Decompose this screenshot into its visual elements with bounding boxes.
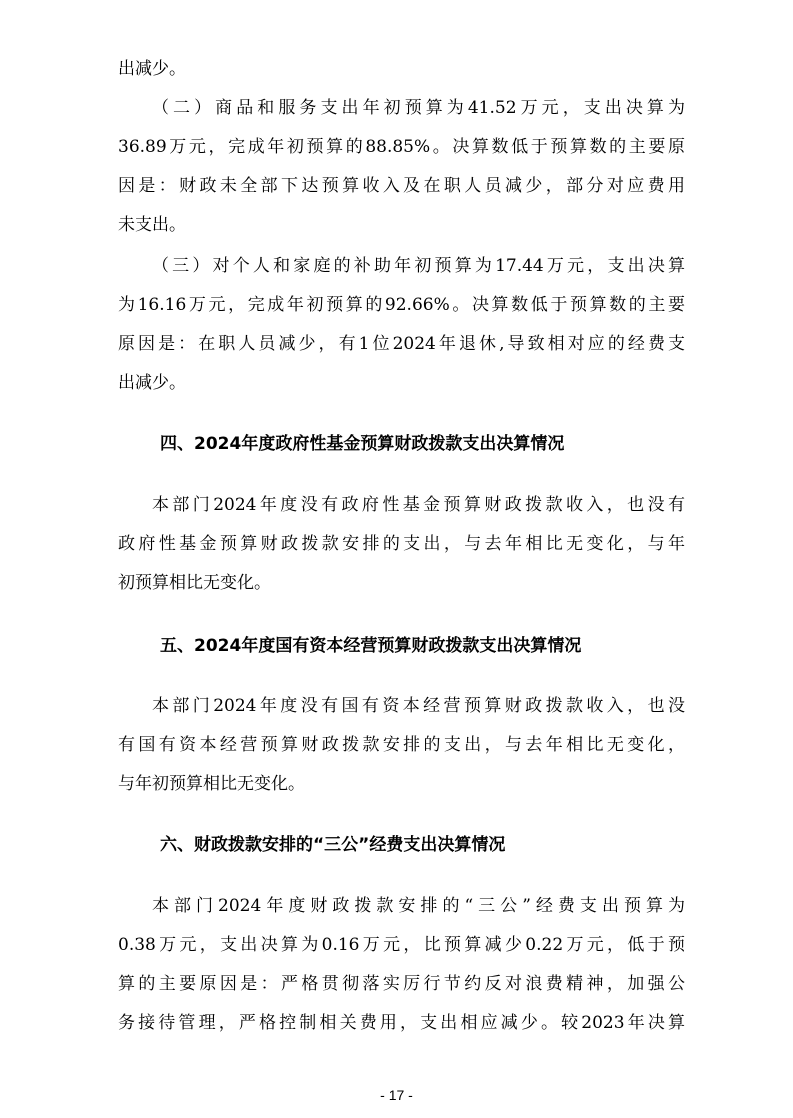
paragraph-line: 有国有资本经营预算财政拨款安排的支出，与去年相比无变化， bbox=[118, 735, 685, 755]
paragraph-line: 算的主要原因是：严格贯彻落实厉行节约反对浪费精神，加强公 bbox=[118, 974, 685, 994]
paragraph-line: 初预算相比无变化。 bbox=[118, 573, 271, 593]
paragraph-line: 原因是：在职人员减少，有1位2024年退休,导致相对应的经费支 bbox=[118, 334, 685, 354]
paragraph-line: 本部门2024年度没有国有资本经营预算财政拨款收入，也没 bbox=[152, 696, 685, 716]
paragraph-line: 本部门2024年度财政拨款安排的“三公”经费支出预算为 bbox=[152, 896, 685, 916]
paragraph-line: 为16.16万元，完成年初预算的92.66%。决算数低于预算数的主要 bbox=[118, 295, 685, 315]
page-number: - 17 - bbox=[380, 1087, 413, 1103]
paragraph-line: 本部门2024年度没有政府性基金预算财政拨款收入，也没有 bbox=[152, 495, 685, 515]
section-heading-6: 六、财政拨款安排的“三公”经费支出决算情况 bbox=[160, 835, 506, 855]
paragraph-line: 因是：财政未全部下达预算收入及在职人员减少，部分对应费用 bbox=[118, 176, 685, 196]
paragraph-line: 未支出。 bbox=[118, 215, 186, 235]
paragraph-line: 务接待管理，严格控制相关费用，支出相应减少。较2023年决算 bbox=[118, 1013, 685, 1033]
paragraph-line: 36.89万元，完成年初预算的88.85%。决算数低于预算数的主要原 bbox=[118, 137, 685, 157]
paragraph-line: 与年初预算相比无变化。 bbox=[118, 774, 305, 794]
paragraph-line: 0.38万元，支出决算为0.16万元，比预算减少0.22万元，低于预 bbox=[118, 935, 685, 955]
paragraph-line: 出减少。 bbox=[118, 373, 186, 393]
paragraph-line: （二）商品和服务支出年初预算为41.52万元，支出决算为 bbox=[152, 98, 685, 118]
paragraph-line: （三）对个人和家庭的补助年初预算为17.44万元，支出决算 bbox=[152, 256, 685, 276]
paragraph-line: 政府性基金预算财政拨款安排的支出，与去年相比无变化，与年 bbox=[118, 534, 685, 554]
paragraph-line: 出减少。 bbox=[118, 59, 186, 79]
section-heading-5: 五、2024年度国有资本经营预算财政拨款支出决算情况 bbox=[160, 636, 582, 656]
section-heading-4: 四、2024年度政府性基金预算财政拨款支出决算情况 bbox=[160, 434, 565, 454]
